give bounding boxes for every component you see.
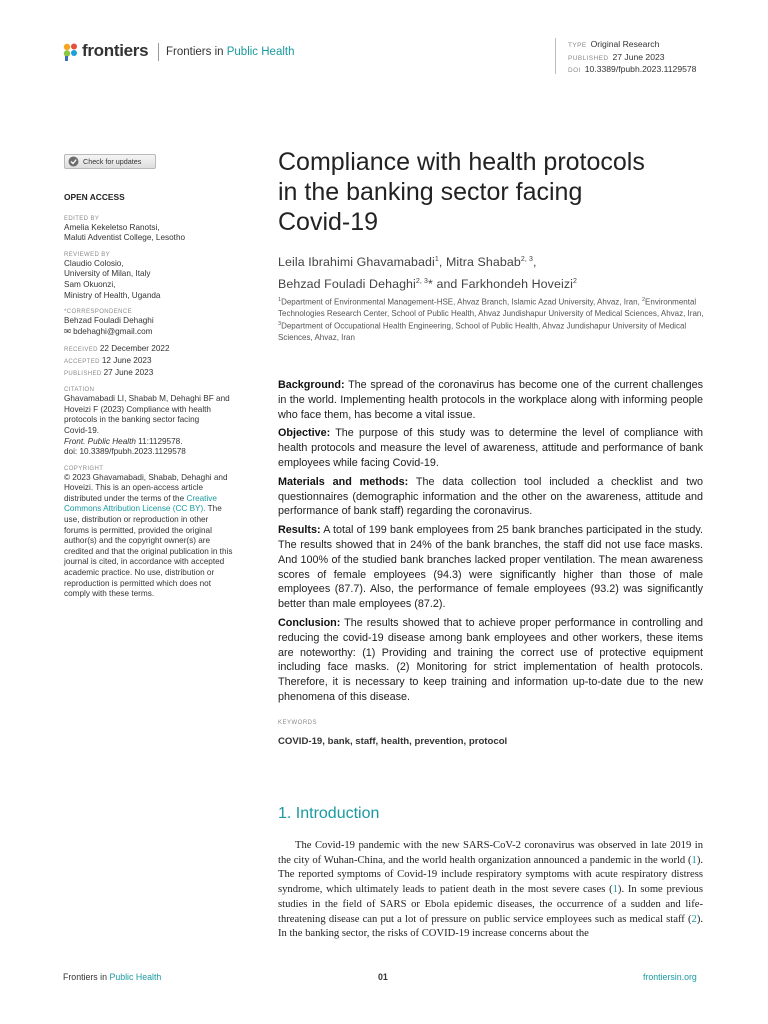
- citation-line: protocols in the banking sector facing: [64, 415, 200, 425]
- journal-title: Public Health: [226, 46, 295, 58]
- footer-journal-name: Public Health: [109, 972, 162, 982]
- article-meta: [568, 39, 696, 77]
- copyright-line: journal is cited, in accordance with accepted: [64, 557, 225, 567]
- title-line: in the banking sector facing: [278, 178, 583, 206]
- correspondence-label: *CORRESPONDENCE: [64, 309, 133, 316]
- abstract-results: [278, 523, 703, 612]
- received-label: RECEIVED: [64, 347, 98, 354]
- frontiers-logo-text: frontiers: [82, 41, 149, 60]
- reference-link[interactable]: 1: [691, 854, 697, 866]
- doi-value[interactable]: 10.3389/fpubh.2023.1129578: [584, 64, 697, 74]
- abstract-text: The purpose of this study was to determine the level of compliance with health protocols and measure the level of awareness, attitude and performance of bank employees while facing Covid-19.: [278, 427, 703, 469]
- affiliation-sup: 2, 3: [520, 256, 533, 263]
- citation-volume: 11:1129578.: [135, 436, 183, 446]
- abstract-text: The spread of the coronavirus has become one of the current challenges in the world. Implementing health protocols in the workplace along with informing people who face them, has become a vital issue.: [278, 379, 703, 421]
- citation-line: Hoveizi F (2023) Compliance with health: [64, 404, 211, 414]
- author-sep: ,: [532, 255, 537, 270]
- copyright: [64, 465, 264, 600]
- copyright-line: credited and that the original publication in this: [64, 546, 233, 556]
- reviewer-line: Claudio Colosio,: [64, 258, 124, 268]
- copyright-line: [64, 494, 264, 505]
- accepted-date: 12 June 2023: [101, 355, 152, 365]
- abstract-label: Results:: [278, 524, 321, 537]
- reviewed-by: [64, 251, 264, 301]
- section-heading-introduction: 1. Introduction: [278, 805, 380, 822]
- reviewed-by-label: REVIEWED BY: [64, 251, 111, 258]
- type-value: Original Research: [590, 39, 660, 49]
- abstract-background: [278, 378, 703, 422]
- citation-doi[interactable]: doi: 10.3389/fpubh.2023.1129578: [64, 447, 186, 457]
- correspondence-email-row[interactable]: [64, 327, 264, 338]
- author-name[interactable]: * and Farkhondeh Hoveizi: [427, 277, 573, 292]
- author-name[interactable]: Behzad Fouladi Dehaghi: [278, 277, 416, 292]
- abstract-label: Background:: [278, 379, 345, 391]
- abstract-text: The results showed that to achieve proper performance in controlling and reducing the covid-19 disease among bank employees and other workers, these items are noteworthy: (1) Providing and training the correct use of protective equipment including face masks. (2) Monitoring for strict implementation of health protocols. Therefore, it is necessary to keep training and information up-to-date due to the new phenomena of this disease.: [278, 616, 703, 703]
- keywords-label: KEYWORDS: [278, 720, 318, 726]
- abstract-text: A total of 199 bank employees from 25 bank branches participated in the study. The results showed that in 24% of the bank branches, the staff did not use face masks. And 100% of the studied bank branches lacked proper ventilation. The mean awareness scores of female employees (94.3) were significantly higher than those of male employees (87.7). Also, the performance of female employees (93.2) was significantly better than male employees (87.2).: [278, 524, 703, 611]
- affiliation-number: 1: [278, 297, 282, 303]
- abstract-label: Conclusion:: [278, 616, 341, 629]
- citation-line: Ghavamabadi LI, Shabab M, Dehaghi BF and: [64, 394, 230, 404]
- published-label: PUBLISHED: [64, 370, 102, 377]
- header-divider: [158, 43, 159, 61]
- copyright-line: reproduction is permitted which does not: [64, 578, 211, 588]
- editor-line: Amelia Kekeletso Ranotsi,: [64, 222, 160, 232]
- body-text: ). The reported symptoms of Covid-19 include respiratory symptoms with acute respiratory distress syndrome, which ultimately leads to patient death in the most severe cases (: [278, 854, 703, 896]
- accepted-label: ACCEPTED: [64, 358, 100, 365]
- page-number: 01: [378, 972, 388, 982]
- reference-link[interactable]: 2: [691, 913, 697, 925]
- article-sidebar: [64, 192, 264, 607]
- affiliations: [278, 295, 706, 343]
- published-label: PUBLISHED: [568, 54, 609, 62]
- history-dates: [64, 344, 264, 379]
- title-line: Compliance with health protocols: [278, 148, 645, 176]
- footer-journal-prefix: Frontiers in: [63, 972, 110, 982]
- editor-line: Maluti Adventist College, Lesotho: [64, 233, 186, 243]
- edited-by: [64, 215, 264, 244]
- affiliation-sup: 2, 3: [415, 278, 428, 286]
- affiliation-sup: 1: [434, 256, 439, 263]
- body-text: ). In some previous studies in the field of SARS or Ebola epidemic diseases, the occurrence of a sudden and life-threatening disease can put a lot of pressure on public service employees such as medical staff (: [278, 884, 703, 925]
- abstract-label: Materials and methods:: [278, 475, 409, 488]
- type-label: TYPE: [568, 42, 587, 49]
- copyright-line: © 2023 Ghavamabadi, Shabab, Dehaghi and: [64, 472, 228, 482]
- correspondence-email[interactable]: bdehaghi@gmail.com: [73, 326, 153, 336]
- published-value: 27 June 2023: [612, 51, 665, 62]
- copyright-label: COPYRIGHT: [64, 465, 104, 472]
- edited-by-label: EDITED BY: [64, 215, 100, 222]
- introduction-paragraph: [278, 839, 703, 942]
- license-link[interactable]: Commons Attribution License (CC BY).: [64, 504, 206, 514]
- copyright-line: comply with these terms.: [64, 589, 155, 599]
- copyright-line: forums is permitted, provided the original: [64, 525, 212, 535]
- author-name[interactable]: Leila Ibrahimi Ghavamabadi: [278, 255, 435, 270]
- copyright-line: [64, 504, 264, 515]
- copyright-line: use, distribution or reproduction in other: [64, 515, 209, 525]
- title-line: Covid-19: [278, 208, 379, 236]
- correspondence-name: Behzad Fouladi Dehaghi: [64, 316, 154, 326]
- reference-link[interactable]: 1: [612, 884, 618, 896]
- affiliation-number: 3: [278, 321, 282, 328]
- footer-site-link[interactable]: frontiersin.org: [643, 972, 697, 982]
- check-for-updates-button[interactable]: [64, 154, 156, 169]
- body-text: ). In the banking sector, the risks of COVID-19 increase concerns about the: [278, 913, 703, 940]
- reviewer-line: Ministry of Health, Uganda: [64, 290, 161, 300]
- abstract-text: The data collection tool included a checklist and two questionnaires (demographic information and the other on the awareness, attitude and performance of bank staff) regarding the coronavirus.: [278, 475, 703, 518]
- email-icon: ✉: [64, 326, 71, 336]
- affiliation-text: Department of Environmental Management-HSE, Ahvaz Branch, Islamic Azad University, Ahvaz, Iran,: [281, 297, 640, 307]
- abstract-label: Objective:: [278, 427, 331, 440]
- citation-journal-line: [64, 437, 264, 448]
- license-link[interactable]: Creative: [186, 493, 217, 503]
- meta-divider: [555, 38, 556, 74]
- article-title: [278, 147, 718, 237]
- footer-journal[interactable]: [63, 972, 161, 982]
- correspondence: [64, 308, 264, 337]
- citation-journal: Front. Public Health: [64, 436, 136, 446]
- keywords: COVID-19, bank, staff, health, prevention, protocol: [278, 736, 508, 747]
- copyright-line: author(s) and the copyright owner(s) are: [64, 536, 211, 546]
- received-date: 22 December 2022: [99, 344, 170, 354]
- check-for-updates-label: Check for updates: [83, 157, 142, 166]
- abstract: [278, 378, 703, 709]
- abstract-methods: [278, 475, 703, 519]
- affiliation-text: Environmental Technologies Research Center, School of Public Health, Ahvaz Jundishapur University of Medical Sciences, Ahvaz, Iran,: [278, 297, 704, 318]
- doi-label: DOI: [568, 67, 581, 74]
- journal-prefix: Frontiers in: [166, 46, 224, 58]
- citation: [64, 386, 264, 458]
- copyright-text: The: [205, 504, 222, 514]
- body-text: The Covid-19 pandemic with the new SARS-CoV-2 coronavirus was observed in late 2019 in the city of Wuhan-China, and the world health organization announced a pandemic in the world (: [278, 840, 703, 866]
- journal-name[interactable]: [166, 46, 295, 58]
- copyright-text: distributed under the terms of the: [64, 493, 187, 503]
- affiliation-text: Department of Occupational Health Engineering, School of Public Health, Ahvaz Jundishapur University of Medical Sciences, Ahvaz, Iran: [278, 321, 687, 342]
- copyright-line: academic practice. No use, distribution or: [64, 568, 215, 578]
- open-access-label: OPEN ACCESS: [64, 192, 125, 202]
- reviewer-line: University of Milan, Italy: [64, 269, 151, 279]
- citation-label: CITATION: [64, 387, 95, 394]
- update-icon: [68, 156, 79, 167]
- affiliation-sup: 2: [572, 278, 577, 286]
- author-list: [278, 250, 698, 294]
- affiliation-number: 2: [641, 297, 646, 303]
- copyright-line: Hoveizi. This is an open-access article: [64, 483, 204, 493]
- citation-line: Covid-19.: [64, 425, 100, 435]
- author-name[interactable]: , Mitra Shabab: [438, 255, 521, 270]
- abstract-conclusion: [278, 616, 703, 705]
- frontiers-logo-icon: [63, 43, 79, 61]
- abstract-objective: [278, 426, 703, 470]
- published-date: 27 June 2023: [103, 367, 154, 377]
- reviewer-line: Sam Okuonzi,: [64, 279, 116, 289]
